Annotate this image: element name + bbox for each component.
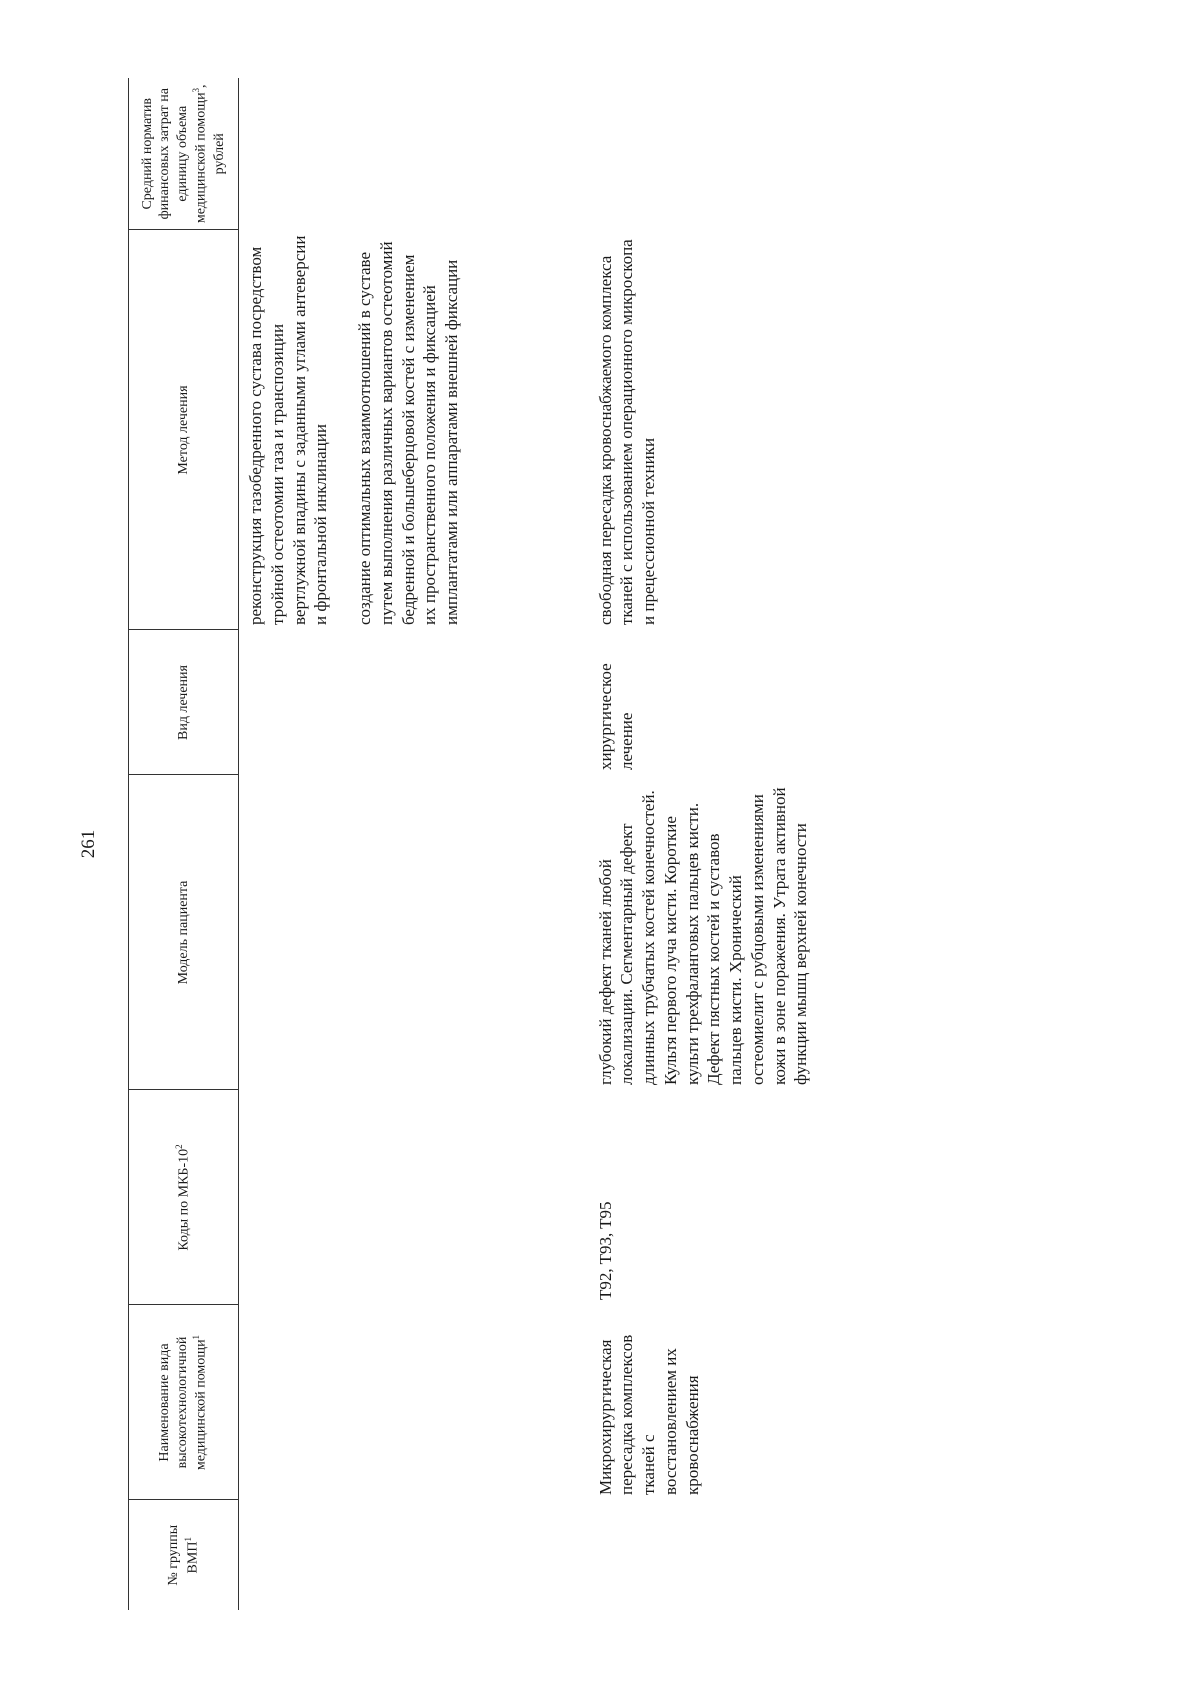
cell-model bbox=[239, 775, 589, 1090]
cell-group bbox=[589, 1500, 929, 1610]
cell-group bbox=[239, 1500, 589, 1610]
cell-codes: T92, T93, T95 bbox=[595, 1201, 615, 1300]
header-method: Метод лечения bbox=[129, 230, 239, 630]
method-text: реконструкция тазобедренного сустава посредством тройной остеотомии таза и транспозиции вертлужной впадины с заданными углами антеверсии и фронтальной инклинации bbox=[246, 235, 331, 625]
cell-method bbox=[239, 230, 589, 630]
table-row bbox=[589, 78, 929, 1610]
header-codes: Коды по МКБ-$10^2$ bbox=[129, 1090, 239, 1305]
cell-model: глубокий дефект тканей любой локализации. Сегментарный дефект длинных трубчатых костей конечностей. Культя первого луча кисти. Короткие культи трехфаланговых пальцев кисти. Дефект пястных костей и суставов пальцев кисти. Хронический остеомиелит с рубцовыми изменениями кожи в зоне поражения. Утрата активной функции мышц верхней конечности bbox=[595, 787, 811, 1085]
method-text: создание оптимальных взаимоотношений в суставе путем выполнения различных вариантов остеотомий бедренной и большеберцовой костей с изменением их пространственного положения и фиксацией имплантатами или аппаратами внешней фиксации bbox=[355, 241, 461, 625]
cell-method bbox=[589, 230, 929, 630]
header-cost: Средний норматив финансовых затрат на единицу объема медицинской помощи$^3$, рублей bbox=[129, 78, 239, 230]
table-row bbox=[239, 78, 589, 1610]
method-text: свободная пересадка кровоснабжаемого комплекса тканей с использованием операционного микроскопа и прецессионной техники bbox=[595, 239, 658, 625]
cell-treatment-type: хирургическое лечение bbox=[595, 663, 637, 770]
cell-cost bbox=[239, 78, 589, 230]
cell-treatment-type bbox=[239, 630, 589, 775]
cell-codes bbox=[239, 1090, 589, 1305]
vmp-table bbox=[128, 78, 929, 1610]
header-name: Наименование вида высокотехнологичной медицинской помощи$^1$ bbox=[129, 1305, 239, 1500]
table-header-row bbox=[129, 78, 239, 1610]
cell-cost bbox=[589, 78, 929, 230]
header-treatment-type: Вид лечения bbox=[129, 630, 239, 775]
header-model: Модель пациента bbox=[129, 775, 239, 1090]
cell-name bbox=[239, 1305, 589, 1500]
page-number: 261 bbox=[78, 829, 99, 859]
header-group: № группы ВМП$^1$ bbox=[129, 1500, 239, 1610]
cell-name: Микрохирургическая пересадка комплексов тканей с восстановлением их кровоснабжения bbox=[595, 1334, 702, 1495]
